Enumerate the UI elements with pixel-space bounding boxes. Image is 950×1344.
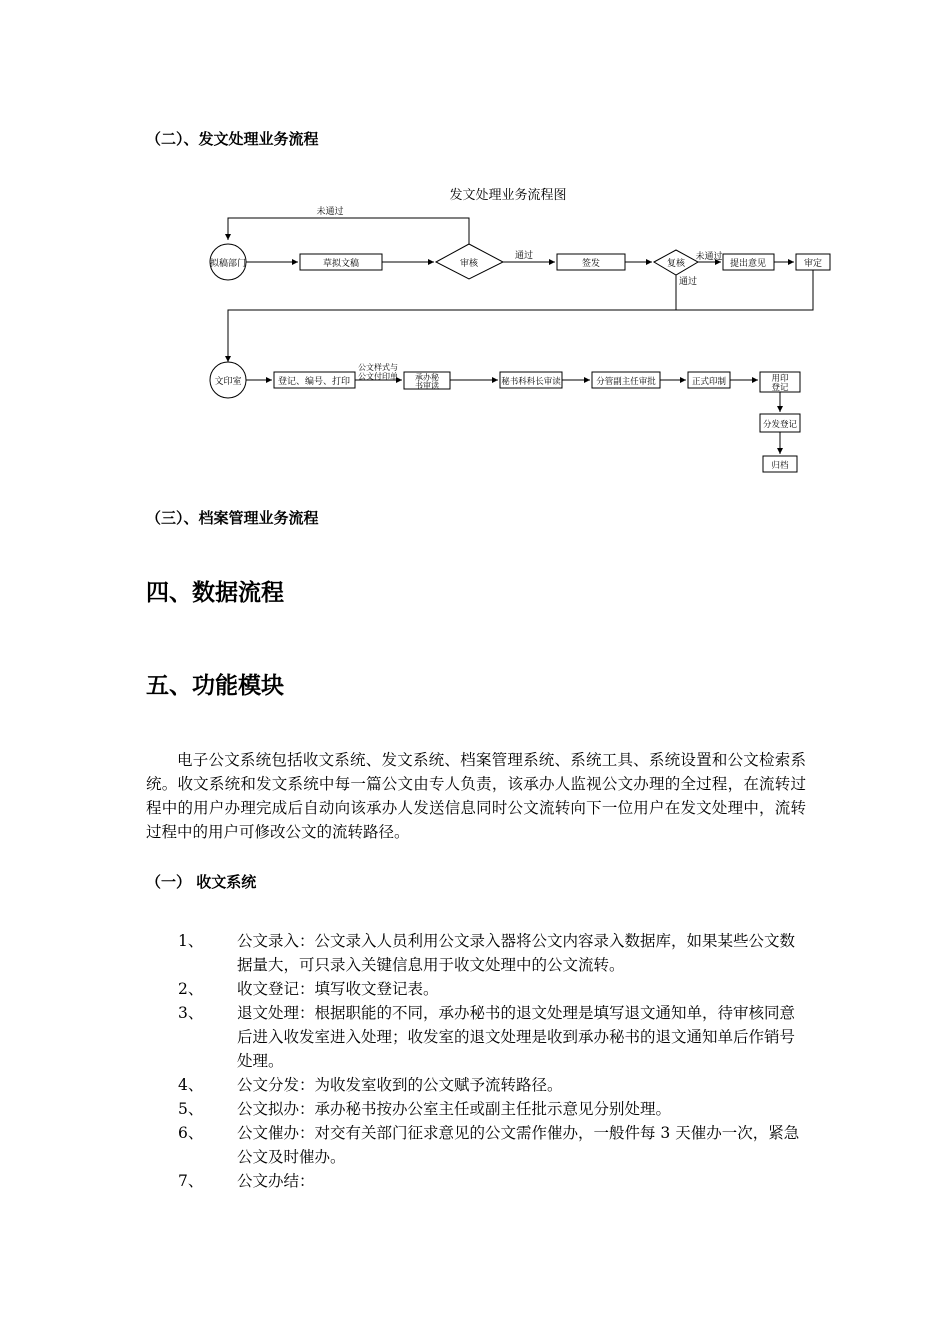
list-item-text: 公文催办：对交有关部门征求意见的公文需作催办，一般件每 3 天催办一次，紧急公文及时催办。 bbox=[237, 1124, 800, 1166]
list-item-text: 退文处理：根据职能的不同，承办秘书的退文处理是填写退文通知单，待审核同意后进入收发室进入处理；收发室的退文处理是收到承办秘书的退文通知单后作销号处理。 bbox=[237, 1004, 796, 1070]
list-item-text: 公文办结： bbox=[237, 1172, 315, 1190]
list-item-text: 公文录入：公文录入人员利用公文录入器将公文内容录入数据库，如果某些公文数据量大，可只录入关键信息用于收文处理中的公文流转。 bbox=[237, 932, 796, 974]
list-item-number: 4、 bbox=[178, 1076, 204, 1094]
list-item-text: 公文拟办：承办秘书按办公室主任或副主任批示意见分别处理。 bbox=[237, 1100, 672, 1118]
node-nigao-bumen-label: 拟稿部门 bbox=[209, 259, 247, 269]
label-tongguo-1: 通过 bbox=[514, 251, 534, 261]
node-wenyinshi-label: 文印室 bbox=[214, 377, 242, 387]
list-item bbox=[178, 1073, 808, 1097]
node-zhengshi-label: 正式印制 bbox=[691, 377, 727, 387]
node-shenhe-label: 审核 bbox=[459, 259, 479, 269]
list-item-number: 2、 bbox=[178, 980, 204, 998]
node-shending-label: 审定 bbox=[803, 259, 823, 269]
list-item bbox=[178, 1097, 808, 1121]
node-chengban-label-1: 承办秘 bbox=[415, 373, 439, 382]
intro-text: 电子公文系统包括收文系统、发文系统、档案管理系统、系统工具、系统设置和公文检索系统。收文系统和发文系统中每一篇公文由专人负责，该承办人监视公文办理的全过程，在流转过程中的用户办理完成后自动向该承办人发送信息同时公文流转向下一位用户在发文处理中，流转过程中的用户可修改公文的流转路径。 bbox=[146, 751, 806, 841]
node-fuhe-label: 复核 bbox=[666, 259, 686, 269]
section-heading-fawen: （二）、发文处理业务流程 bbox=[146, 130, 319, 148]
node-qianfa-label: 签发 bbox=[581, 259, 601, 269]
label-gongwen-1: 公文样式与 bbox=[358, 363, 398, 372]
list-item-text: 收文登记：填写收文登记表。 bbox=[237, 980, 439, 998]
label-tongguo-2: 通过 bbox=[678, 277, 698, 287]
section-heading-dangan: （三）、档案管理业务流程 bbox=[146, 509, 319, 527]
list-item bbox=[178, 929, 808, 977]
node-guidang-label: 归档 bbox=[771, 461, 789, 471]
list-item-number: 1、 bbox=[178, 932, 204, 950]
node-chengban-label-2: 书审读 bbox=[415, 381, 439, 390]
node-yongyin-label-1: 用印 bbox=[771, 374, 789, 384]
list-item-text: 公文分发：为收发室收到的公文赋予流转路径。 bbox=[237, 1076, 563, 1094]
node-caoni-wengao-label: 草拟文稿 bbox=[322, 259, 360, 269]
node-dengji-label: 登记、编号、打印 bbox=[277, 377, 351, 387]
section-heading-shouwen: （一） 收文系统 bbox=[146, 873, 257, 891]
node-fenfa-label: 分发登记 bbox=[762, 420, 798, 430]
node-yongyin-label-2: 登记 bbox=[771, 383, 789, 393]
list-item-number: 7、 bbox=[178, 1172, 204, 1190]
list-item bbox=[178, 1121, 808, 1169]
list-item bbox=[178, 977, 808, 1001]
section-heading-data-flow: 四、数据流程 bbox=[146, 580, 284, 606]
list-item bbox=[178, 1169, 808, 1193]
intro-paragraph bbox=[146, 748, 806, 844]
label-gongwen-2: 公文付印单 bbox=[358, 372, 398, 381]
section-heading-modules: 五、功能模块 bbox=[146, 673, 284, 699]
shouwen-list bbox=[178, 929, 808, 1193]
fawen-flowchart bbox=[0, 180, 950, 480]
list-item bbox=[178, 1001, 808, 1073]
list-item-number: 6、 bbox=[178, 1124, 204, 1142]
node-mishuke-label: 秘书科科长审读 bbox=[501, 377, 561, 387]
flowchart-title: 发文处理业务流程图 bbox=[449, 188, 567, 203]
list-item-number: 3、 bbox=[178, 1004, 204, 1022]
list-item-number: 5、 bbox=[178, 1100, 204, 1118]
node-fenguan-label: 分管副主任审批 bbox=[596, 377, 656, 387]
node-tichu-yijian-label: 提出意见 bbox=[729, 259, 767, 269]
label-weitongguo-top: 未通过 bbox=[316, 207, 344, 217]
label-weitongguo-right: 未通过 bbox=[695, 252, 723, 262]
